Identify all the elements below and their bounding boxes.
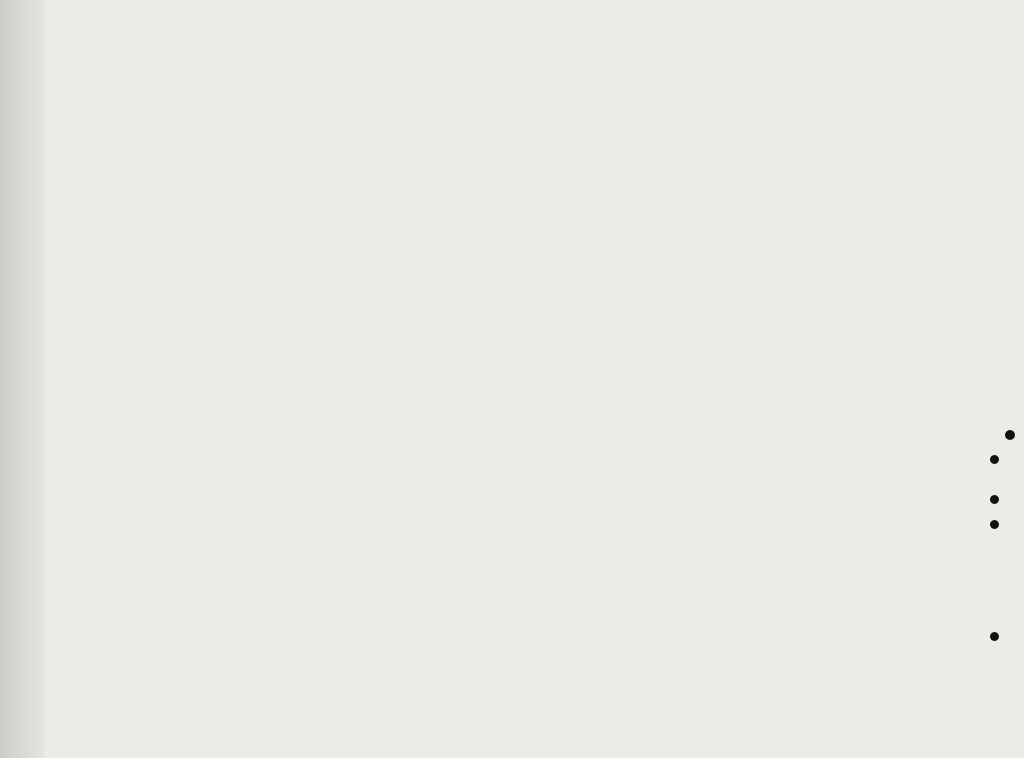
punch-hole	[990, 632, 999, 641]
punch-hole	[990, 520, 999, 529]
punch-hole	[1005, 430, 1015, 440]
punch-hole	[990, 455, 999, 464]
punch-hole	[990, 495, 999, 504]
